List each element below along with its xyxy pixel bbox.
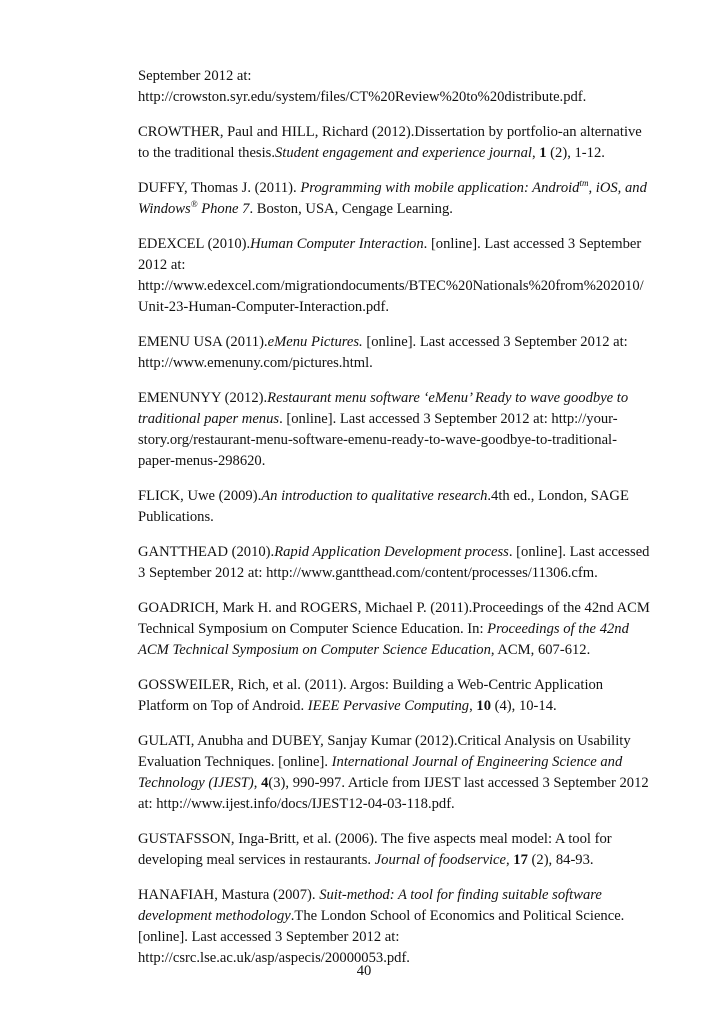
- reference-text: 17: [513, 852, 528, 868]
- reference-line: [138, 332, 670, 353]
- reference-text: ACM Technical Symposium on Computer Science Education: [138, 642, 491, 658]
- reference-text: ®: [190, 199, 198, 210]
- reference-line: [138, 752, 670, 773]
- reference-text: GULATI, Anubha and DUBEY, Sanjay Kumar (2012).Critical Analysis on Usability: [138, 733, 631, 749]
- reference-line: [138, 122, 670, 143]
- reference-text: EDEXCEL (2010).: [138, 236, 251, 252]
- reference-text: Technology (IJEST): [138, 775, 254, 791]
- reference-entry: [138, 885, 670, 969]
- reference-line: [138, 773, 670, 794]
- reference-line: [138, 486, 670, 507]
- reference-text: development methodology: [138, 908, 291, 924]
- reference-line: [138, 255, 670, 276]
- reference-text: Human Computer Interaction: [250, 236, 424, 252]
- reference-text: Unit-23-Human-Computer-Interaction.pdf.: [138, 299, 389, 315]
- reference-text: story.org/restaurant-menu-software-emenu-ready-to-wave-goodbye-to-traditional-: [138, 432, 617, 448]
- reference-text: , ACM, 607-612.: [490, 642, 591, 658]
- reference-text: (2), 1-12.: [546, 145, 605, 161]
- reference-text: ,: [506, 852, 514, 868]
- reference-text: Evaluation Techniques. [online].: [138, 754, 332, 770]
- reference-text: Windows: [138, 201, 191, 217]
- reference-line: [138, 507, 670, 528]
- reference-text: [online]. Last accessed 3 September 2012 at:: [362, 334, 628, 350]
- reference-text: IEEE Pervasive Computing: [307, 698, 470, 714]
- reference-line: [138, 731, 670, 752]
- reference-text: http://www.edexcel.com/migrationdocuments/BTEC%20Nationals%20from%202010/: [138, 278, 644, 294]
- reference-line: [138, 542, 670, 563]
- reference-line: [138, 640, 670, 661]
- reference-text: An introduction to qualitative research: [261, 488, 488, 504]
- reference-text: GUSTAFSSON, Inga-Britt, et al. (2006). The five aspects meal model: A tool for: [138, 831, 612, 847]
- reference-text: (3), 990-997. Article from IJEST last accessed 3 September 2012: [268, 775, 649, 791]
- reference-entry: [138, 234, 670, 318]
- reference-line: [138, 619, 670, 640]
- reference-text: at: http://www.ijest.info/docs/IJEST12-04-03-118.pdf.: [138, 796, 455, 812]
- reference-text: GANTTHEAD (2010).: [138, 544, 275, 560]
- reference-text: GOADRICH, Mark H. and ROGERS, Michael P. (2011).Proceedings of the 42nd ACM: [138, 600, 650, 616]
- reference-text: EMENUNYY (2012).: [138, 390, 268, 406]
- reference-text: Publications.: [138, 509, 214, 525]
- reference-entry: [138, 388, 670, 472]
- reference-text: tm: [579, 178, 589, 189]
- reference-text: . [online]. Last accessed 3 September: [423, 236, 642, 252]
- reference-text: DUFFY, Thomas J. (2011).: [138, 180, 301, 196]
- reference-text: .The London School of Economics and Political Science.: [290, 908, 625, 924]
- reference-text: Suit-method: A tool for finding suitable software: [319, 887, 602, 903]
- reference-line: [138, 885, 670, 906]
- reference-text: HANAFIAH, Mastura (2007).: [138, 887, 320, 903]
- reference-text: Student engagement and experience journal: [275, 145, 532, 161]
- reference-text: . [online]. Last accessed: [508, 544, 650, 560]
- page-number: 40: [356, 963, 372, 979]
- reference-text: http://csrc.lse.ac.uk/asp/aspecis/20000053.pdf.: [138, 950, 410, 966]
- reference-text: ,: [469, 698, 477, 714]
- reference-line: [138, 276, 670, 297]
- reference-line: [138, 199, 670, 220]
- reference-text: (4), 10-14.: [490, 698, 557, 714]
- reference-line: [138, 829, 670, 850]
- reference-text: GOSSWEILER, Rich, et al. (2011). Argos: Building a Web-Centric Application: [138, 677, 604, 693]
- reference-text: http://www.emenuny.com/pictures.html.: [138, 355, 373, 371]
- reference-entry: [138, 332, 670, 374]
- reference-line: [138, 850, 670, 871]
- reference-entry: [138, 675, 670, 717]
- reference-text: ,: [531, 145, 540, 161]
- reference-text: International Journal of Engineering Science and: [331, 754, 623, 770]
- reference-entry: [138, 122, 670, 164]
- reference-text: September 2012 at:: [138, 68, 252, 84]
- reference-text: to the traditional thesis.: [138, 145, 275, 161]
- reference-text: FLICK, Uwe (2009).: [138, 488, 262, 504]
- reference-text: paper-menus-298620.: [138, 453, 266, 469]
- reference-text: ,: [253, 775, 262, 791]
- reference-line: [138, 234, 670, 255]
- reference-text: 2012 at:: [138, 257, 186, 273]
- reference-line: [138, 430, 670, 451]
- reference-text: Restaurant menu software ‘eMenu’ Ready to wave goodbye to: [267, 390, 629, 406]
- reference-line: [138, 87, 670, 108]
- reference-line: [138, 906, 670, 927]
- reference-entry: [138, 731, 670, 815]
- reference-line: [138, 696, 670, 717]
- reference-line: [138, 598, 670, 619]
- reference-line: [138, 388, 670, 409]
- reference-text: 3 September 2012 at: http://www.gantthead.com/content/processes/11306.cfm.: [138, 565, 598, 581]
- reference-entry: [138, 542, 670, 584]
- reference-text: .4th ed., London, SAGE: [487, 488, 629, 504]
- reference-entry: [138, 829, 670, 871]
- reference-text: Technical Symposium on Computer Science Education. In:: [138, 621, 488, 637]
- reference-line: [138, 675, 670, 696]
- reference-text: Rapid Application Development process: [274, 544, 509, 560]
- reference-line: [138, 178, 670, 199]
- reference-text: developing meal services in restaurants.: [138, 852, 375, 868]
- reference-text: Journal of foodservice: [374, 852, 506, 868]
- reference-text: (2), 84-93.: [527, 852, 594, 868]
- reference-text: [online]. Last accessed 3 September 2012 at:: [138, 929, 400, 945]
- reference-text: Proceedings of the 42nd: [487, 621, 629, 637]
- reference-entry: [138, 598, 670, 661]
- reference-line: [138, 563, 670, 584]
- reference-text: CROWTHER, Paul and HILL, Richard (2012).Dissertation by portfolio-an alternative: [138, 124, 642, 140]
- reference-text: traditional paper menus: [138, 411, 280, 427]
- reference-line: [138, 353, 670, 374]
- reference-text: , iOS, and: [588, 180, 647, 196]
- reference-text: eMenu Pictures.: [267, 334, 363, 350]
- reference-text: 1: [539, 145, 547, 161]
- reference-line: [138, 66, 670, 87]
- reference-text: . [online]. Last accessed 3 September 2012 at: http://your-: [279, 411, 618, 427]
- reference-text: 4: [261, 775, 269, 791]
- reference-entry: [138, 178, 670, 220]
- reference-entry: [138, 486, 670, 528]
- reference-line: [138, 794, 670, 815]
- reference-list: [138, 66, 670, 983]
- reference-text: 10: [476, 698, 491, 714]
- reference-text: http://crowston.syr.edu/system/files/CT%20Review%20to%20distribute.pdf.: [138, 89, 587, 105]
- reference-entry: [138, 66, 670, 108]
- reference-line: [138, 297, 670, 318]
- reference-line: [138, 927, 670, 948]
- reference-line: [138, 143, 670, 164]
- reference-line: [138, 409, 670, 430]
- reference-text: Programming with mobile application: Android: [300, 180, 580, 196]
- reference-text: . Boston, USA, Cengage Learning.: [249, 201, 453, 217]
- reference-text: Phone 7: [197, 201, 250, 217]
- reference-line: [138, 451, 670, 472]
- reference-text: EMENU USA (2011).: [138, 334, 268, 350]
- reference-text: Platform on Top of Android.: [138, 698, 308, 714]
